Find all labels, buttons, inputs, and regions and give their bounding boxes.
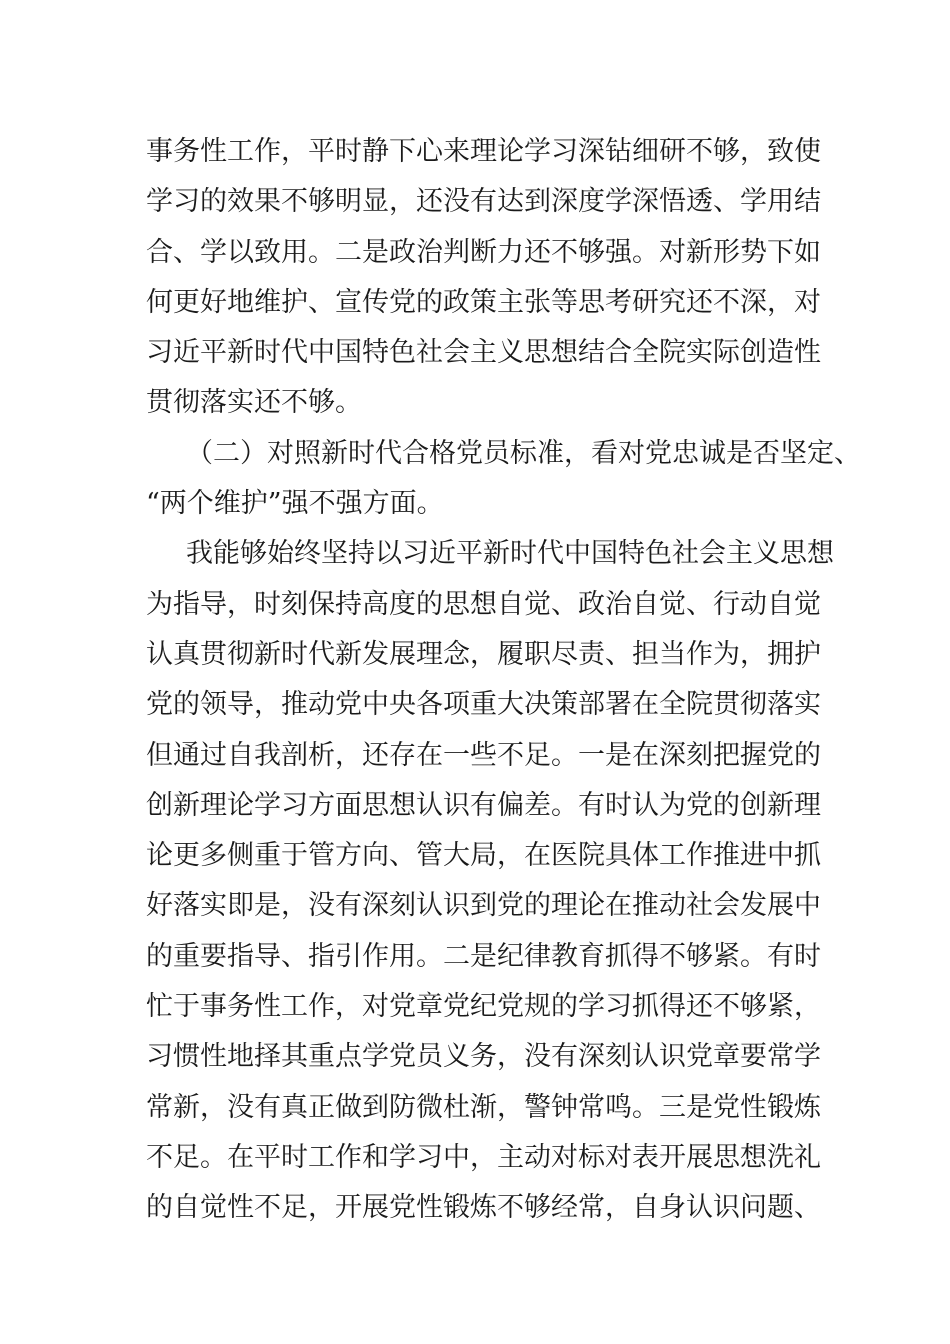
document-body <box>146 127 861 1234</box>
body-line: 学习的效果不够明显，还没有达到深度学深悟透、学用结 <box>146 186 821 218</box>
section-heading: （二）对照新时代合格党员标准，看对党忠诚是否坚定、 <box>186 437 861 469</box>
body-line: 忙于事务性工作，对党章党纪党规的学习抓得还不够紧， <box>146 991 821 1023</box>
body-line: 好落实即是，没有深刻认识到党的理论在推动社会发展中 <box>146 890 821 922</box>
body-line: 创新理论学习方面思想认识有偏差。有时认为党的创新理 <box>146 789 821 821</box>
section-heading-continued: “两个维护”强不强方面。 <box>146 488 444 520</box>
body-line: 但通过自我剖析，还存在一些不足。一是在深刻把握党的 <box>146 739 821 771</box>
body-line: 何更好地维护、宣传党的政策主张等思考研究还不深，对 <box>146 286 821 318</box>
body-line: 常新，没有真正做到防微杜渐，警钟常鸣。三是党性锻炼 <box>146 1091 821 1123</box>
body-line: 论更多侧重于管方向、管大局，在医院具体工作推进中抓 <box>146 840 821 872</box>
body-line: 党的领导，推动党中央各项重大决策部署在全院贯彻落实 <box>146 689 821 721</box>
body-line: 为指导，时刻保持高度的思想自觉、政治自觉、行动自觉 <box>146 588 821 620</box>
body-line: 合、学以致用。二是政治判断力还不够强。对新形势下如 <box>146 236 821 268</box>
body-line: 不足。在平时工作和学习中，主动对标对表开展思想洗礼 <box>146 1141 821 1173</box>
body-line: 的自觉性不足，开展党性锻炼不够经常，自身认识问题、 <box>146 1192 821 1224</box>
body-line: 事务性工作，平时静下心来理论学习深钻细研不够，致使 <box>146 136 821 167</box>
body-line: 习惯性地择其重点学党员义务，没有深刻认识党章要常学 <box>146 1041 821 1073</box>
body-line: 认真贯彻新时代新发展理念，履职尽责、担当作为，拥护 <box>146 638 821 670</box>
body-line: 习近平新时代中国特色社会主义思想结合全院实际创造性 <box>146 337 821 369</box>
paragraph-start-line: 我能够始终坚持以习近平新时代中国特色社会主义思想 <box>186 538 834 570</box>
body-line: 贯彻落实还不够。 <box>146 387 362 419</box>
body-line: 的重要指导、指引作用。二是纪律教育抓得不够紧。有时 <box>146 940 821 972</box>
